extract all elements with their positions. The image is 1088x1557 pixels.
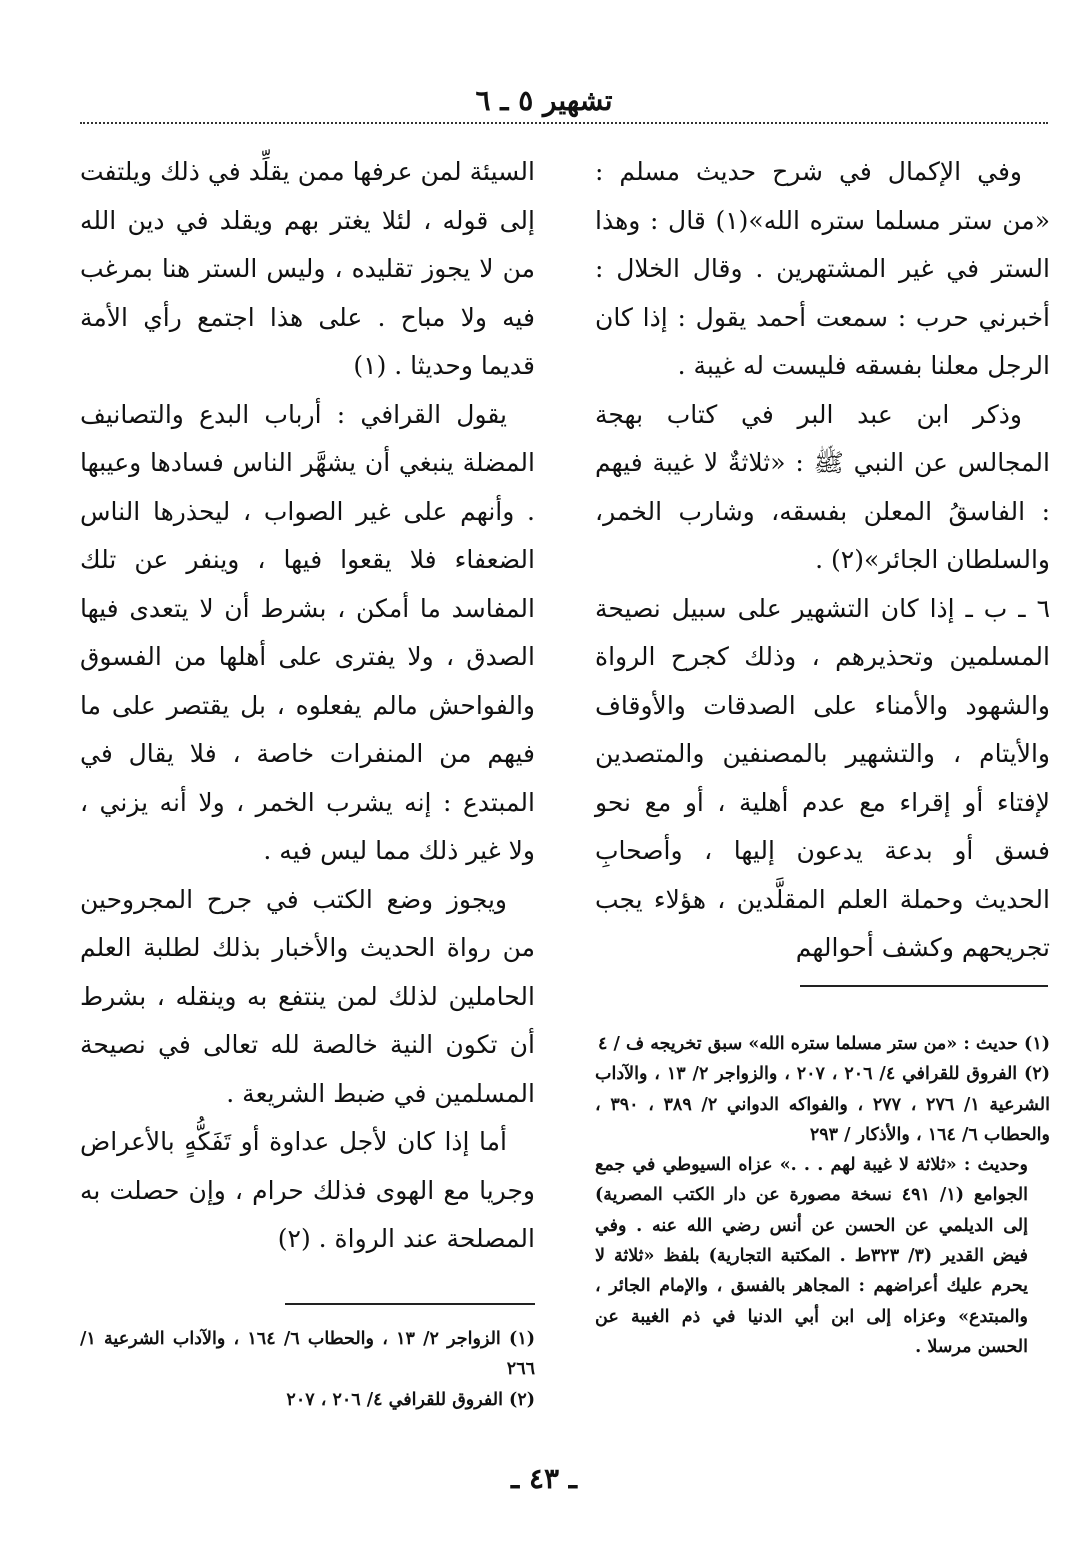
paragraph: وفي الإكمال في شرح حديث مسلم : «من ستر مسلما ستره الله»(١) قال : وهذا الستر في غير المشتهرين . وقال الخلال : أخبرني حرب : سمعت أحمد يقول : إذا كان الرجل معلنا بفسقه فليست له غيبة . [595,157,1050,380]
footnotes-right [595,1029,1050,1362]
footnote-separator [800,985,1048,987]
header-dotted-rule [80,122,1048,124]
paragraph: وذكر ابن عبد البر في كتاب بهجة المجالس عن النبي ﷺ : «ثلاثةٌ لا غيبة فيهم : الفاسقُ المعلن بفسقه، وشارب الخمر، والسلطان الجائر»(٢) . [595,399,1050,574]
footnote: (٢) الفروق للقرافي ٤/ ٢٠٦ ، ٢٠٧ ، والزواجر ٢/ ١٣ ، والآداب الشرعية ١/ ٢٧٦ ، ٢٧٧ ، والفواكه الدواني ٢/ ٣٨٩ ، ٣٩٠ ، والحطاب ٦/ ١٦٤ ، والأذكار / ٢٩٣ [595,1064,1051,1145]
running-header: تشهير ٥ ـ ٦ [475,84,613,117]
right-column [595,148,1050,973]
footnote-separator [285,1303,535,1305]
footnote: (١) حديث : «من ستر مسلما ستره الله» سبق تخريجه ف / ٤ [598,1034,1050,1054]
footnote: (١) الزواجر ٢/ ١٣ ، والحطاب ٦/ ١٦٤ ، والآداب الشرعية ١/ ٢٦٦ [80,1329,535,1380]
paragraph: أما إذا كان لأجل عداوة أو تَفَكُّهٍ بالأعراض وجريا مع الهوى فذلك حرام ، وإن حصلت به المصلحة عند الرواة . (٢) [80,1127,535,1253]
paragraph: يقول القرافي : أرباب البدع والتصانيف المضلة ينبغي أن يشهَّر الناس فسادها وعيبها . وأنهم على غير الصواب ، ليحذرها الناس الضعفاء فلا يقعوا فيها ، وينفر عن تلك المفاسد ما أمكن ، بشرط أن لا يتعدى فيها الصدق ، ولا يفترى على أهلها من الفسوق والفواحش مالم يفعلوه ، بل يقتصر على ما فيهم من المنفرات خاصة ، فلا يقال في المبتدع : إنه يشرب الخمر ، ولا أنه يزني ، ولا غير ذلك مما ليس فيه . [80,399,535,865]
footnote: (٢) الفروق للقرافي ٤/ ٢٠٦ ، ٢٠٧ [286,1389,535,1410]
paragraph: ويجوز وضع الكتب في جرح المجروحين من رواة الحديث والأخبار بذلك لطلبة العلم الحاملين لذلك لمن ينتفع به وينقله ، بشرط أن تكون النية خالصة لله تعالى في نصيحة المسلمين في ضبط الشريعة . [80,884,535,1108]
left-column [80,148,535,1264]
paragraph: ٦ ـ ب ـ إذا كان التشهير على سبيل نصيحة المسلمين وتحذيرهم ، وذلك كجرح الرواة والشهود والأمناء على الصدقات والأوقاف والأيتام ، والتشهير بالمصنفين والمتصدين لإفتاء أو إقراء مع عدم أهلية ، أو مع نحو فسق أو بدعة يدعون إليها ، وأصحابِ الحديث وحملة العلم المقلَّدين ، هؤلاء يجب تجريحهم وكشف أحوالهم [595,593,1050,962]
paragraph: السيئة لمن عرفها ممن يقلِّد في ذلك ويلتفت إلى قوله ، لئلا يغتر بهم ويقلد في دين الله من لا يجوز تقليده ، وليس الستر هنا بمرغب فيه ولا مباح . على هذا اجتمع رأي الأمة قديما وحديثا . (١) [80,157,535,380]
footnote-continuation: وحديث : «ثلاثة لا غيبة لهم . . .» عزاه السيوطي في جمع الجوامع (١/ ٤٩١ نسخة مصورة عن دار الكتب المصرية) إلى الديلمي عن الحسن عن أنس رضي الله عنه . وفي فيض القدير (٣/ ٣٢٣ط . المكتبة التجارية) بلفظ «ثلاثة لا يحرم عليك أعراضهم : المجاهر بالفسق ، والإمام الجائر ، والمبتدع» وعزاه إلى ابن أبي الدنيا في ذم الغيبة عن الحسن مرسلا . [595,1155,1029,1357]
footnotes-left [80,1324,535,1415]
page-number: ـ ٤٣ ـ [511,1462,577,1495]
